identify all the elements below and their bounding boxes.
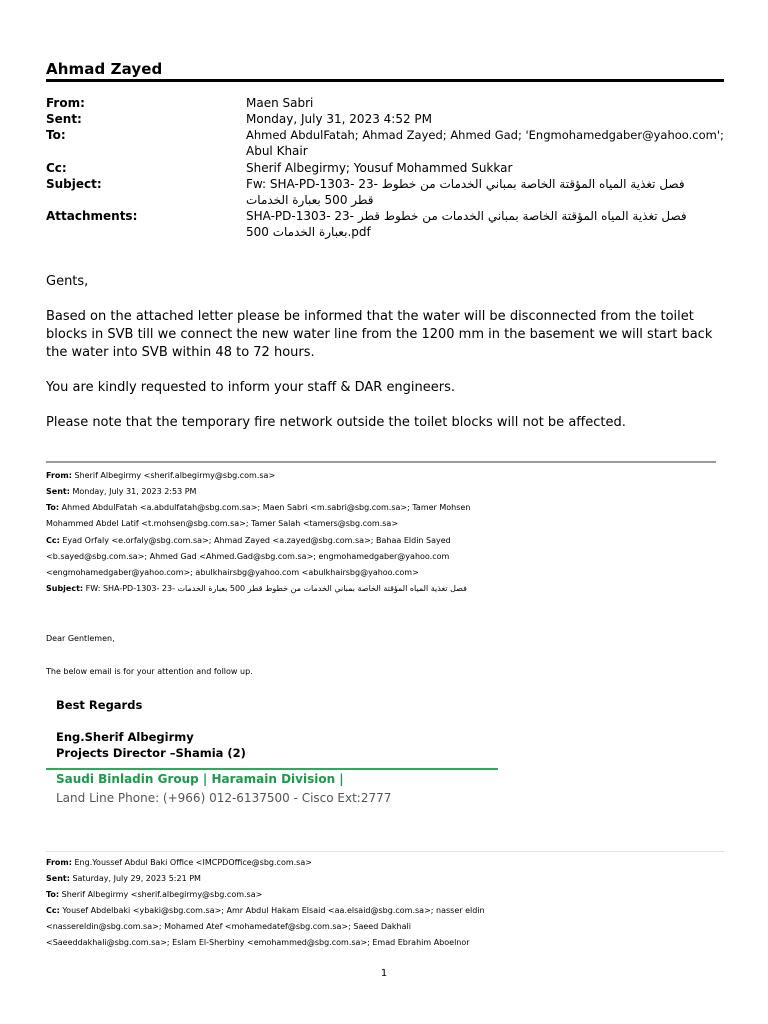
fwd2-to-value: Sherif Albegirmy <sherif.albegirmy@sbg.com.sa> (61, 890, 263, 899)
message-greeting: Gents, (46, 274, 89, 289)
fwd2-cc-label: Cc: (46, 906, 60, 915)
fwd1-sent-value: Monday, July 31, 2023 2:53 PM (72, 487, 197, 496)
fwd1-from-value: Sherif Albegirmy <sherif.albegirmy@sbg.com.sa> (74, 471, 276, 480)
subject-label: Subject: (46, 177, 102, 191)
fwd2-from-value: Eng.Youssef Abdul Baki Office <IMCPDOffice@sbg.com.sa> (74, 858, 312, 867)
subject-value-line1: Fw: SHA-PD-1303- 23- فصل تغذية المياه المؤقتة الخاصة بمباني الخدمات من خطوط (246, 177, 685, 191)
fwd1-cc-line1: Eyad Orfaly <e.orfaly@sbg.com.sa>; Ahmad Zayed <a.zayed@sbg.com.sa>; Bahaa Eldin Sayed (62, 536, 451, 545)
to-value-line2: Abul Khair (246, 144, 308, 158)
title-divider (46, 79, 724, 82)
to-label: To: (46, 128, 66, 142)
cc-value: Sherif Albegirmy; Yousuf Mohammed Sukkar (246, 161, 513, 175)
fwd1-sent-row (46, 484, 736, 500)
attachment-link-continued[interactable]: 500 بعبارة الخدمات.pdf (246, 225, 371, 239)
to-value-line1: Ahmed AbdulFatah; Ahmad Zayed; Ahmed Gad; 'Engmohamedgaber@yahoo.com'; (246, 128, 724, 142)
fwd2-cc-line3: <Saeeddakhali@sbg.com.sa>; Eslam El-Sherbiny <emohammed@sbg.com.sa>; Emad Ebrahim Aboelnor (46, 938, 470, 947)
fwd2-sent-row (46, 871, 736, 887)
fwd2-to-label: To: (46, 890, 60, 899)
signature-title: Projects Director –Shamia (2) (56, 746, 246, 760)
fwd1-body: The below email is for your attention and follow up. (46, 667, 253, 676)
signature-name: Eng.Sherif Albegirmy (56, 730, 194, 744)
fwd1-to-label: To: (46, 503, 60, 512)
fwd1-cc-label: Cc: (46, 536, 60, 545)
fwd2-cc-row (46, 903, 736, 919)
attachments-label: Attachments: (46, 209, 138, 223)
fwd1-sent-label: Sent: (46, 487, 70, 496)
document-owner-name: Ahmad Zayed (46, 60, 163, 78)
fwd1-subject-label: Subject: (46, 584, 84, 593)
subject-value-line2: قطر 500 بعبارة الخدمات (246, 193, 374, 207)
forward2-divider (46, 851, 724, 852)
fwd2-from-row (46, 855, 736, 871)
signature-divider (46, 768, 498, 770)
sent-label: Sent: (46, 112, 82, 126)
fwd1-cc-line2: <b.sayed@sbg.com.sa>; Ahmed Gad <Ahmed.Gad@sbg.com.sa>; engmohamedgaber@yahoo.com (46, 552, 450, 561)
page-number: 1 (380, 968, 388, 979)
fwd1-from-row (46, 468, 736, 484)
fwd1-to-line1: Ahmed AbdulFatah <a.abdulfatah@sbg.com.sa>; Maen Sabri <m.sabri@sbg.com.sa>; Tamer Mohsen (61, 503, 471, 512)
attachment-link[interactable]: SHA-PD-1303- 23- فصل تغذية المياه المؤقتة الخاصة بمباني الخدمات من خطوط قطر (246, 209, 687, 223)
fwd2-sent-label: Sent: (46, 874, 70, 883)
signature-phone: Land Line Phone: (+966) 012-6137500 - Cisco Ext:2777 (56, 791, 392, 805)
fwd1-to-line2: Mohammed Abdel Latif <t.mohsen@sbg.com.sa>; Tamer Salah <tamers@sbg.com.sa> (46, 519, 399, 528)
fwd1-cc-line3: <engmohamedgaber@yahoo.com>; abulkhairsbg@yahoo.com <abulkhairsbg@yahoo.com> (46, 568, 419, 577)
signature-company: Saudi Binladin Group | Haramain Division | (56, 772, 344, 786)
fwd1-subject-value: FW: SHA-PD-1303- 23- فصل تغذية المياه المؤقتة الخاصة بمباني الخدمات من خطوط قطر 500 بعبارة الخدمات (85, 584, 467, 593)
fwd1-subject-row (46, 581, 736, 597)
message-paragraph-1: Based on the attached letter please be informed that the water will be disconnected from the toilet blocks in SVB till we connect the new water line from the 1200 mm in the basement we will start back the water into SVB within 48 to 72 hours. (46, 309, 713, 360)
fwd1-to-row (46, 500, 736, 516)
from-label: From: (46, 96, 85, 110)
fwd2-sent-value: Saturday, July 29, 2023 5:21 PM (72, 874, 201, 883)
message-paragraph-2: You are kindly requested to inform your staff & DAR engineers. (46, 380, 456, 395)
fwd2-to-row (46, 887, 736, 903)
fwd2-from-label: From: (46, 858, 72, 867)
cc-label: Cc: (46, 161, 67, 175)
fwd2-cc-line1: Yousef Abdelbaki <ybaki@sbg.com.sa>; Amr Abdul Hakam Elsaid <aa.elsaid@sbg.com.sa>; nasser eldin (62, 906, 485, 915)
sent-value: Monday, July 31, 2023 4:52 PM (246, 112, 432, 126)
fwd1-cc-row (46, 533, 736, 549)
signature-regards: Best Regards (56, 698, 143, 712)
forward-divider (46, 461, 716, 463)
fwd1-greeting: Dear Gentlemen, (46, 634, 115, 643)
message-paragraph-3: Please note that the temporary fire network outside the toilet blocks will not be affected. (46, 415, 626, 430)
fwd1-from-label: From: (46, 471, 72, 480)
from-value: Maen Sabri (246, 96, 314, 110)
fwd2-cc-line2: <nassereldin@sbg.com.sa>; Mohamed Atef <mohamedatef@sbg.com.sa>; Saeed Dakhali (46, 922, 411, 931)
